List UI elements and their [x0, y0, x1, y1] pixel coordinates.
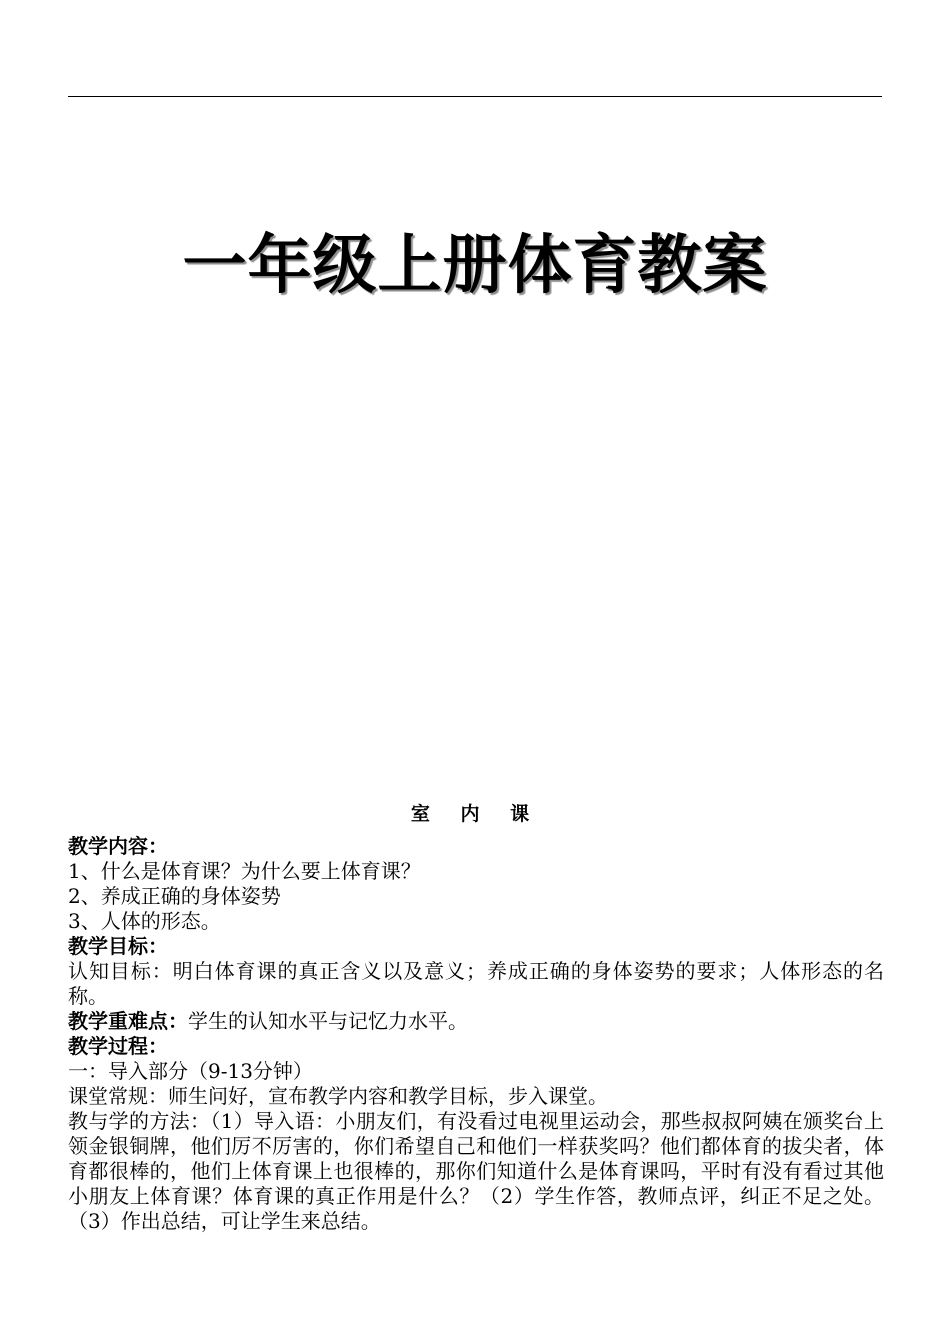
content-item-3: 3、人体的形态。: [68, 909, 221, 933]
section-title: 室 内 课: [410, 803, 542, 825]
content-heading: 教学内容：: [68, 834, 168, 858]
difficulty-label: 教学重难点：: [68, 1009, 188, 1033]
class-routine: 课堂常规：师生问好，宣布教学内容和教学目标，步入课堂。: [68, 1084, 608, 1108]
document-title: 一年级上册体育教案: [182, 229, 768, 303]
process-part-1: 一：导入部分（9-13分钟）: [68, 1059, 313, 1083]
teaching-methods: 教与学的方法：（1）导入语：小朋友们，有没看过电视里运动会，那些叔叔阿姨在颁奖台上领金银铜牌，他们厉不厉害的，你们希望自己和他们一样获奖吗？他们都体育的拔尖者，体育都很棒的，他们上体育课上也很棒的，那你们知道什么是体育课吗，平时有没有看过其他小朋友上体育课？体育课的真正作用是什么？（2）学生作答，教师点评，纠正不足之处。（3）作出总结，可让学生来总结。: [68, 1109, 884, 1233]
process-heading: 教学过程：: [68, 1034, 168, 1058]
cognitive-goal: 认知目标：明白体育课的真正含义以及意义；养成正确的身体姿势的要求；人体形态的名称。: [68, 959, 884, 1008]
header-rule: [68, 96, 882, 97]
content-item-2: 2、养成正确的身体姿势: [68, 884, 281, 908]
lesson-section: [68, 802, 884, 1234]
content-item-1: 1、什么是体育课？为什么要上体育课？: [68, 859, 421, 883]
goals-heading: 教学目标：: [68, 934, 168, 958]
difficulty-text: 学生的认知水平与记忆力水平。: [188, 1009, 468, 1033]
difficulty-line: [68, 1009, 884, 1034]
